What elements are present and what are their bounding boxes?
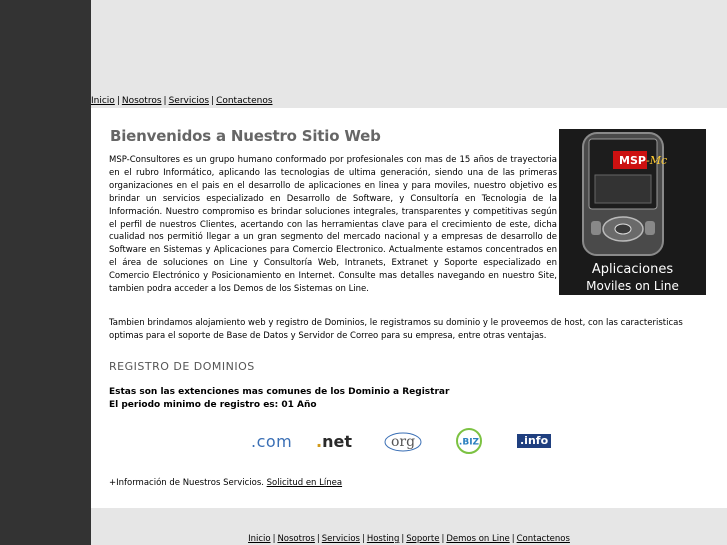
nav-separator: | <box>511 534 515 544</box>
top-nav <box>91 96 273 107</box>
nav-separator: | <box>272 534 276 544</box>
domain-com-logo: .com <box>251 431 293 451</box>
nav-separator: | <box>116 96 120 106</box>
hosting-paragraph: Tambien brindamos alojamiento web y registro de Dominios, le registramos su dominio y le proveemos de host, con las caracteristicas optimas para el soporte de Base de Datos y Servidor de Correo para su empresa, entre otras ventajas. <box>109 318 683 341</box>
footer <box>91 508 727 545</box>
left-sidebar <box>0 0 91 545</box>
footer-nav-demos[interactable]: Demos on Line <box>446 534 510 544</box>
nav-separator: | <box>163 96 167 106</box>
net-dot: . <box>316 431 323 451</box>
nav-separator: | <box>361 534 365 544</box>
phone-illustration <box>559 129 706 295</box>
footer-nav <box>91 534 727 544</box>
domain-net-logo <box>316 426 352 456</box>
nav-separator: | <box>401 534 405 544</box>
nav-separator: | <box>441 534 445 544</box>
extension-info <box>109 386 449 412</box>
online-request-link[interactable]: Solicitud en Línea <box>266 478 343 488</box>
footer-nav-hosting[interactable]: Hosting <box>366 534 400 544</box>
footer-nav-inicio[interactable]: Inicio <box>248 534 271 544</box>
extension-info-line1: Estas son las extenciones mas comunes de los Dominio a Registrar <box>109 387 450 397</box>
org-logo-graphic <box>383 428 423 454</box>
nav-separator: | <box>316 534 320 544</box>
domain-info-logo <box>517 426 551 456</box>
footer-nav-soporte[interactable]: Soporte <box>406 534 440 544</box>
footer-nav-contactenos[interactable]: Contactenos <box>516 534 570 544</box>
net-text: net <box>322 431 352 451</box>
header-band <box>91 0 727 108</box>
page-title: Bienvenidos a Nuestro Sitio Web <box>110 127 381 145</box>
domain-org-logo <box>383 426 423 456</box>
domain-logos <box>109 426 710 456</box>
footer-nav-nosotros[interactable]: Nosotros <box>277 534 315 544</box>
info-text: .info <box>517 434 551 448</box>
biz-logo-graphic <box>454 427 484 455</box>
org-text: org <box>390 434 416 450</box>
mobile-apps-banner <box>559 129 706 295</box>
biz-text: .BIZ <box>458 437 480 448</box>
extension-info-line2: El periodo minimo de registro es: 01 Año <box>109 400 317 410</box>
more-info-text: +Información de Nuestros Servicios. <box>109 478 264 488</box>
banner-line2: Moviles on Line <box>586 279 679 293</box>
footer-nav-servicios[interactable]: Servicios <box>321 534 360 544</box>
domain-biz-logo <box>454 426 484 456</box>
intro-paragraph: MSP-Consultores es un grupo humano conformado por profesionales con mas de 15 años de trayectoria en el rubro Informático, aplicando las tecnologias de ultima generación, siendo una de las primeras organizaciones en el pais en el desarrollo de aplicaciones en linea y para moviles, nuestro objetivo es brindar un servicios especializado en Desarrollo de Software, y Consultoría en Tecnologia de la Información. Nuestro compromiso es brindar soluciones integrales, transparentes y competitivas según el perfil de nuestros Clientes, acertando con las herramientas clave para el crecimiento de este, dicha cualidad nos permitió llegar a un gran segmento del mercado nacional y a empresas de desarrollo de Software en Sistemas y Aplicaciones para Comercio Electronico. Actualmente estamos concentrados en el área de soluciones on Line y Consultoría Web, Intranets, Extranet y Soporte especializado en Comercio Electrónico y Posicionamiento en Internet. Consulte mas detalles navegando en nuestro Site, tambien podra acceder a los Demos de los Sistemas on Line. <box>109 155 557 295</box>
top-nav-contactenos[interactable]: Contactenos <box>216 96 273 106</box>
top-nav-servicios[interactable]: Servicios <box>168 96 210 106</box>
nav-separator: | <box>211 96 215 106</box>
banner-logo-suffix: -Mc <box>646 154 668 167</box>
banner-line1: Aplicaciones <box>591 262 674 277</box>
more-info-line <box>109 478 342 488</box>
top-nav-inicio[interactable]: Inicio <box>91 96 115 106</box>
banner-logo-text: MSP <box>619 154 646 167</box>
top-nav-nosotros[interactable]: Nosotros <box>121 96 162 106</box>
registro-heading: REGISTRO DE DOMINIOS <box>109 360 255 373</box>
